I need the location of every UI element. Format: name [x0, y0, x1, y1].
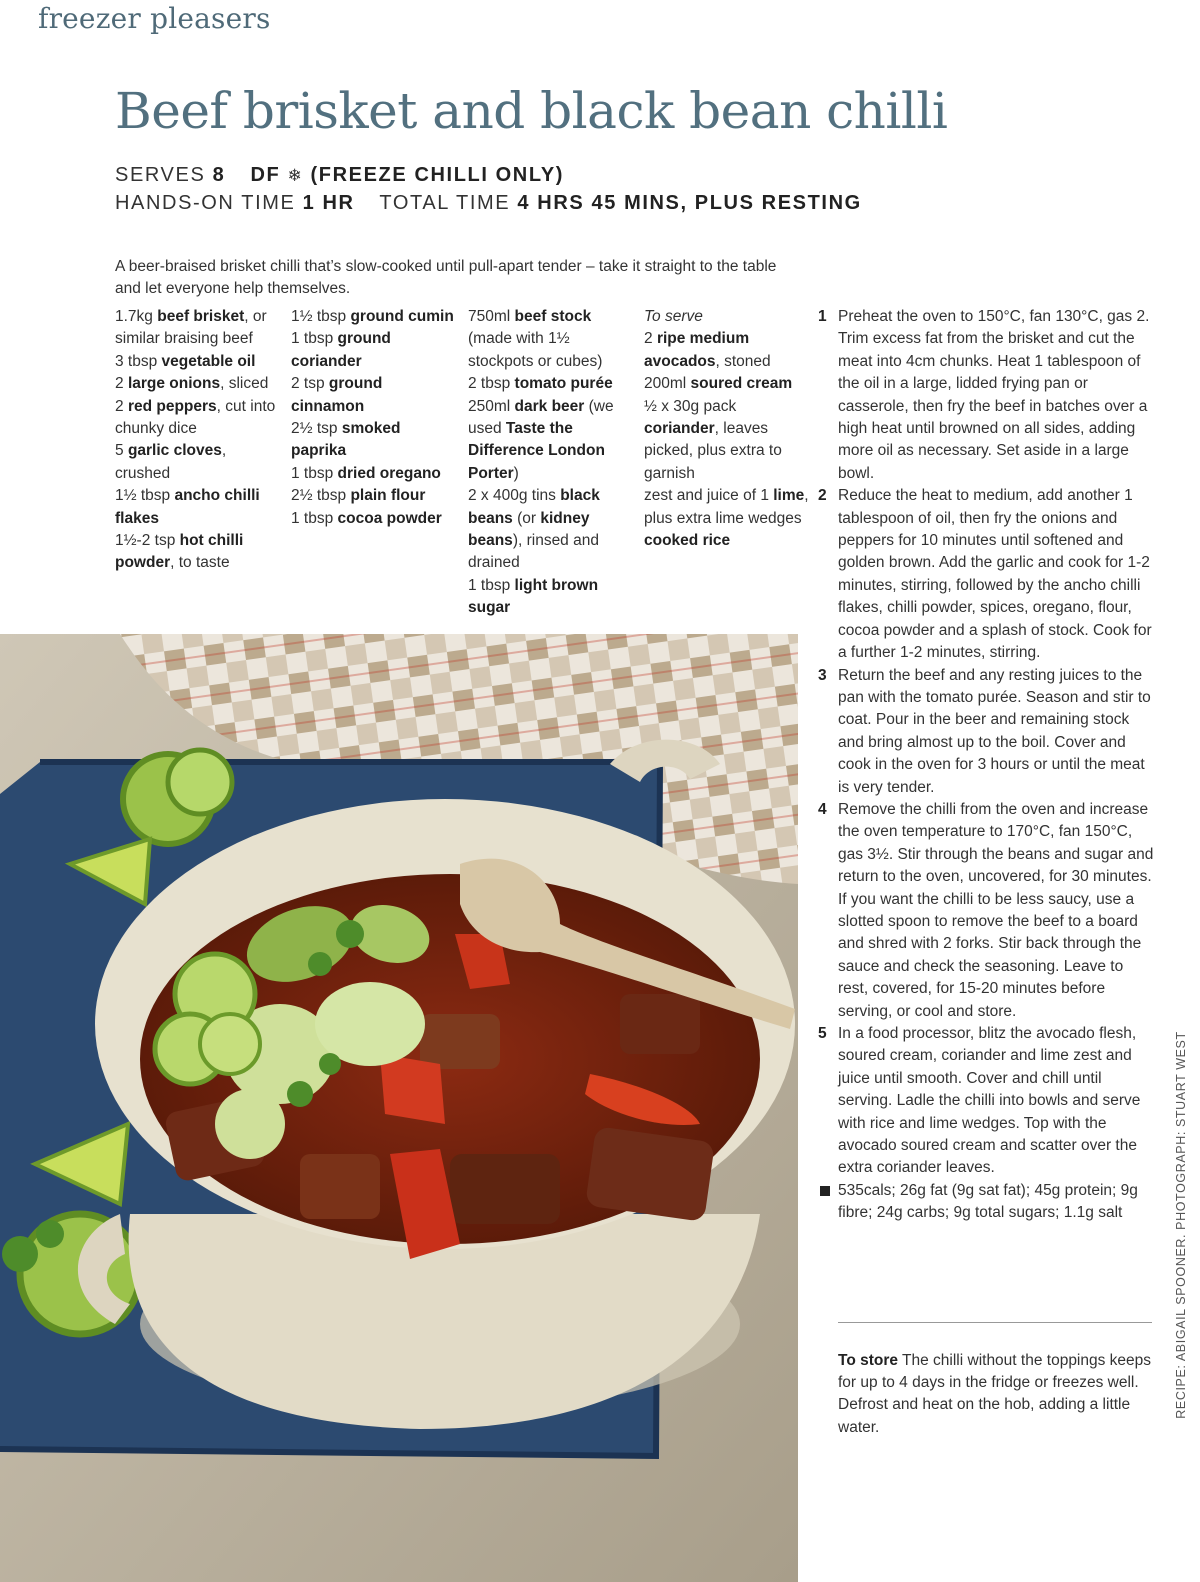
ingredient-name: dark beer: [514, 397, 585, 415]
step-text: Reduce the heat to medium, add another 1 tablespoon of oil, then fry the onions and peppers for 10 minutes until softened and golden brown. Add the garlic and cook for 1-2 minutes, stirring, followed by the ancho chilli flakes, chilli powder, spices, oregano, flour, cocoa powder and a splash of stock. Cook for a further 1-2 minutes, stirring.: [838, 487, 1152, 662]
ingredients-column-1: [115, 306, 283, 575]
ingredient-name: soured cream: [690, 375, 793, 393]
ingredient-note: , crushed: [115, 442, 227, 482]
to-serve-heading: To serve: [644, 308, 703, 325]
ingredient-note-alt: ), rinsed and drained: [468, 532, 599, 572]
method-list: [818, 306, 1156, 1225]
step-number: 1: [818, 308, 827, 325]
snowflake-icon: ❄: [287, 166, 304, 185]
ingredient-note: (made with 1½ stockpots or cubes): [468, 330, 603, 370]
ingredient-name: light brown sugar: [468, 576, 599, 617]
ingredient-item: [468, 396, 636, 486]
ingredient-name: beef brisket: [157, 308, 245, 325]
time-line: [115, 192, 862, 215]
ingredient-name: ground coriander: [291, 330, 391, 370]
ingredient-qty: 1½ tbsp: [115, 487, 175, 505]
method-step: [818, 1023, 1156, 1180]
ingredient-item: [115, 373, 283, 395]
nutrition-info: [818, 1180, 1156, 1225]
ingredient-qty: 1 tbsp: [291, 464, 338, 482]
diet-badge: DF: [250, 164, 281, 186]
ingredient-name: ground cinnamon: [291, 375, 383, 415]
ingredient-item: [468, 575, 636, 620]
ingredient-item: [115, 530, 283, 575]
step-number: 2: [818, 487, 827, 505]
section-tag: freezer pleasers: [38, 2, 271, 35]
ingredient-qty: 2: [115, 397, 128, 415]
serves-value: 8: [212, 164, 226, 186]
ingredient-qty: 2½ tbsp: [291, 487, 351, 505]
ingredient-item: [115, 306, 283, 351]
ingredient-name: cocoa powder: [337, 509, 442, 527]
ingredient-item: [644, 530, 812, 552]
ingredient-item: [644, 485, 812, 530]
ingredient-qty: 1.7kg: [115, 308, 158, 325]
ingredient-name: dried oregano: [337, 464, 441, 482]
ingredient-note-alt: ): [513, 464, 519, 482]
ingredient-note: , sliced: [220, 375, 269, 393]
hands-on-value: 1 HR: [302, 192, 355, 214]
ingredient-item: [115, 440, 283, 485]
step-number: 5: [818, 1025, 827, 1042]
ingredient-name: coriander: [644, 420, 715, 438]
ingredient-note: , cut into chunky dice: [115, 397, 276, 438]
ingredient-note: , stoned: [715, 352, 771, 370]
ingredient-name: ancho chilli flakes: [115, 487, 260, 527]
ingredient-qty: 250ml: [468, 397, 515, 415]
ingredient-name: ground cumin: [350, 308, 454, 325]
store-text: The chilli without the toppings keeps for up to 4 days in the fridge or freezes well. Defrost and heat on the hob, adding a little water.: [838, 1351, 1152, 1436]
ingredient-item: [291, 463, 459, 485]
ingredient-item: [291, 485, 459, 507]
ingredient-qty: 5: [115, 442, 128, 460]
serves-label: SERVES: [115, 164, 206, 186]
total-label: TOTAL TIME: [379, 192, 511, 214]
ingredient-qty: 1½-2 tsp: [115, 532, 180, 550]
ingredient-qty: zest and juice of 1: [644, 487, 774, 505]
step-text: Preheat the oven to 150°C, fan 130°C, gas 2. Trim excess fat from the brisket and cut the meat into 4cm chunks. Heat 1 tablespoon of the oil in a large, lidded frying pan or casserole, then fry the beef in batches over a high heat until browned on all sides, adding more oil as necessary. Set aside in a large bowl.: [838, 308, 1150, 482]
ingredient-name: large onions: [127, 375, 221, 393]
ingredient-item: [644, 396, 812, 486]
ingredient-name: tomato purée: [514, 375, 613, 393]
ingredient-note: , leaves picked, plus extra to garnish: [644, 420, 782, 482]
ingredient-name-alt: kidney beans: [468, 509, 590, 550]
ingredient-name: lime: [773, 487, 805, 505]
nutrition-square-icon: [820, 1186, 830, 1196]
ingredient-item: [115, 351, 283, 373]
ingredient-name: vegetable oil: [161, 352, 256, 370]
step-text: Return the beef and any resting juices to the pan with the tomato purée. Season and stir to coat. Pour in the beer and remaining stock and bring almost up to the boil. Cover and cook in the oven for 3 hours or until the meat is very tender.: [838, 666, 1151, 796]
ingredient-item: [115, 396, 283, 441]
intro-text: A beer-braised brisket chilli that’s slow-cooked until pull-apart tender – take it straight to the table and let everyone help themselves.: [115, 257, 777, 297]
ingredient-note: , plus extra lime wedges: [644, 487, 809, 527]
nutrition-text: 535cals; 26g fat (9g sat fat); 45g protein; 9g fibre; 24g carbs; 9g total sugars; 1.1g salt: [838, 1181, 1138, 1222]
hands-on-label: HANDS-ON TIME: [115, 192, 296, 214]
step-text: Remove the chilli from the oven and increase the oven temperature to 170°C, fan 150°C, gas 3½. Stir through the beans and sugar and return to the oven, uncovered, for 30 minutes. If you want the chilli to be less saucy, use a slotted spoon to remove the beef to a board and shred with 2 forks. Stir back through the sauce and check the seasoning. Leave to rest, covered, for 15-20 minutes before serving, or cool and store.: [838, 800, 1154, 1020]
ingredient-qty: 2 tbsp: [468, 375, 515, 393]
store-note: [838, 1350, 1156, 1440]
ingredients-column-2: [291, 306, 459, 530]
ingredient-item: [468, 373, 636, 395]
ingredients-column-3: [468, 306, 636, 620]
ingredient-name: ripe medium avocados: [644, 330, 750, 370]
freeze-note: (FREEZE CHILLI ONLY): [310, 164, 565, 186]
ingredient-name: red peppers: [127, 397, 217, 415]
ingredient-item: [291, 418, 459, 463]
ingredient-qty: ½ x 30g pack: [644, 397, 737, 415]
ingredient-note: (we used: [468, 397, 614, 438]
ingredient-name: black beans: [468, 487, 600, 527]
ingredient-item: [468, 306, 636, 373]
ingredient-name: smoked paprika: [291, 420, 401, 460]
ingredient-qty: 1 tbsp: [291, 330, 338, 348]
ingredient-name: plain flour: [350, 487, 426, 505]
recipe-title: Beef brisket and black bean chilli: [115, 82, 948, 140]
ingredient-qty: 750ml: [468, 308, 515, 325]
step-number: 3: [818, 666, 827, 684]
serves-line: [115, 164, 564, 187]
method-step: [818, 799, 1156, 1023]
ingredient-item: [291, 306, 459, 328]
ingredient-qty: 2 x 400g tins: [468, 487, 561, 505]
method-step: [818, 306, 1156, 485]
ingredient-qty: 1 tbsp: [468, 576, 515, 594]
ingredient-qty: 2½ tsp: [291, 420, 342, 438]
ingredient-qty: 2 tsp: [291, 375, 329, 393]
ingredient-qty: 1½ tbsp: [291, 308, 351, 325]
method-step: [818, 665, 1156, 799]
step-number: 4: [818, 800, 827, 818]
ingredient-item: [291, 508, 459, 530]
ingredient-note: , or similar braising beef: [115, 308, 267, 348]
divider: [838, 1322, 1152, 1323]
ingredient-qty: 2: [115, 375, 128, 393]
method-step: [818, 485, 1156, 664]
ingredient-item: [291, 373, 459, 418]
ingredients-column-4: [644, 306, 812, 552]
ingredient-name: garlic cloves: [127, 442, 222, 460]
step-text: In a food processor, blitz the avocado flesh, soured cream, coriander and lime zest and juice until smooth. Cover and chill until serving. Ladle the chilli into bowls and serve with rice and lime wedges. Top with the avocado soured cream and scatter over the extra coriander leaves.: [838, 1025, 1141, 1177]
chilli-pot-photo: [0, 634, 798, 1582]
total-value: 4 HRS 45 MINS, PLUS RESTING: [517, 192, 862, 214]
ingredient-note: (or: [512, 509, 541, 527]
ingredient-qty: 1 tbsp: [291, 509, 338, 527]
ingredient-item: [291, 328, 459, 373]
ingredient-qty: 3 tbsp: [115, 352, 162, 370]
ingredient-qty: 2: [644, 330, 657, 348]
ingredient-item: [115, 485, 283, 530]
photo-credit: RECIPE: ABIGAIL SPOONER. PHOTOGRAPH: STUART WEST: [1174, 1031, 1188, 1419]
ingredient-note: , to taste: [170, 554, 230, 572]
ingredient-item: [644, 328, 812, 373]
ingredient-qty: 200ml: [644, 375, 691, 393]
ingredient-name: hot chilli powder: [115, 532, 244, 572]
ingredient-name: beef stock: [514, 308, 592, 325]
store-label: To store: [838, 1351, 898, 1369]
ingredient-name-alt: Taste the Difference London Porter: [468, 420, 605, 482]
ingredient-item: [644, 373, 812, 395]
ingredient-name: cooked rice: [644, 532, 731, 550]
ingredient-item: [468, 485, 636, 575]
